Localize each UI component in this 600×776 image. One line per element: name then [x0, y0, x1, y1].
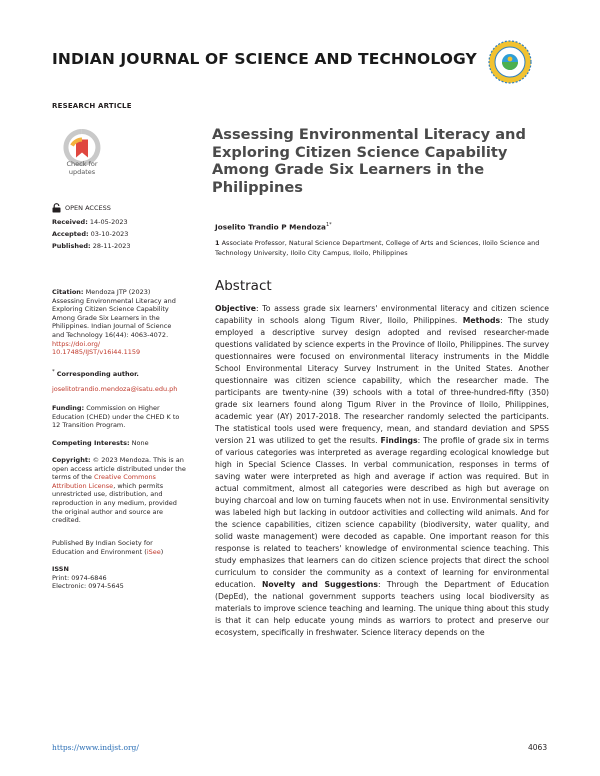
corresponding-mark: * — [52, 369, 55, 375]
page-number: 4063 — [528, 743, 548, 752]
funding-block — [52, 404, 184, 430]
article-title: Assessing Environmental Literacy and Exploring Citizen Science Capability Among Grade Six Learners in the Philippines — [212, 126, 526, 196]
author-name — [215, 222, 332, 231]
competing-text: None — [131, 439, 149, 447]
competing-key: Competing Interests: — [52, 439, 130, 447]
check-line-2: updates — [68, 168, 96, 176]
open-access-label: OPEN ACCESS — [65, 203, 111, 212]
issn-electronic: Electronic: 0974-5645 — [52, 582, 124, 591]
open-access-row — [52, 203, 200, 213]
corresponding-block — [52, 368, 200, 393]
published-line — [52, 242, 131, 250]
issn-print: Print: 0974-6846 — [52, 573, 107, 582]
citation-text: Mendoza JTP (2023) Assessing Environmental Literacy and Exploring Citizen Science Capability Among Grade Six Learners in the Philippines. Indian Journal of Science and Technology 16(44): 4063-4072. — [52, 288, 176, 339]
article-type: RESEARCH ARTICLE — [52, 102, 132, 110]
novelty-text: : Through the Department of Education (DepEd), the national government supports teachers using local biodiversity as materials to improve science teaching and learning. The unique thing about this study is that it can help educate young minds as warriors to protect and preserve our ecosystem, specifically in freshwater. Science literacy depends on the — [215, 579, 549, 637]
license-link[interactable]: Creative Commons Attribution License — [52, 473, 156, 490]
abstract-heading: Abstract — [215, 278, 272, 294]
publisher-text: Published By Indian Society for Education and Environment ( — [52, 539, 153, 556]
open-lock-icon — [52, 203, 61, 213]
author-text: Joselito Trandio P Mendoza — [215, 222, 326, 232]
citation-doi-link[interactable]: https://doi.org/ 10.17485/IJST/v16i44.1159 — [52, 339, 141, 357]
findings-key: Findings — [380, 435, 418, 445]
journal-title: INDIAN JOURNAL OF SCIENCE AND TECHNOLOGY — [52, 50, 477, 68]
findings-text: : The profile of grade six in terms of various categories was interpreted as average regarding ecological knowledge but high in Special Science Classes. In verbal communication, responses in terms of saving water were interpreted as high and average if action was required. But in actual commitment, almost all categories were described as high but average on buying charcoal and low on turning faucets when not in use. Environmental sensitivity was labeled high but lacking in outdoor activities and collecting wild animals. And for the science capabilities, citizen science capability (biodiversity, water quality, and solid waste management) were decoded as capable. One important reason for this response is related to teachers' knowledge of environmental science teaching. This study emphasizes that learners can do citizen science projects that direct the school curriculum to consider the community as a context of learning for environmental education. — [215, 435, 549, 589]
check-for-updates-label[interactable] — [54, 160, 110, 176]
funding-key: Funding: — [52, 404, 85, 412]
competing-block — [52, 439, 200, 448]
publisher-close: ) — [160, 547, 164, 556]
methods-text: : The study employed a descriptive survey design adopted and revised researcher-made questions validated by science experts in the Province of Iloilo, Philippines. The survey questionnaires were focused on environmental literacy instruments in the Middle School Environmental Literacy Survey Instrument in the United States. Another questionnaire was citizen science capability, which the researcher made. The participants are twenty-nine (39) schools with a total of three-hundred-fifty (350) grade six learners found along Tigum River in the Province of Iloilo, Philippines, academic year (AY) 2017-2018. The researcher randomly selected the participants. The statistical tools used were frequency, mean, and standard deviation and SPSS version 21 was utilized to get the results. — [215, 315, 549, 445]
author-sup: 1* — [325, 222, 332, 228]
issn-block — [52, 565, 200, 591]
objective-key: Objective — [215, 304, 256, 313]
published-date: 28-11-2023 — [92, 242, 131, 250]
citation-key: Citation: — [52, 288, 84, 296]
footer-url-link[interactable]: https://www.indjst.org/ — [52, 743, 139, 752]
received-date: 14-05-2023 — [89, 218, 128, 226]
isee-link[interactable]: iSee — [146, 547, 161, 556]
corresponding-email-link[interactable]: joselitotrandio.mendoza@isatu.edu.ph — [52, 384, 178, 393]
citation-block — [52, 288, 184, 357]
affiliation-number: 1 — [215, 239, 220, 247]
affiliation-text: Associate Professor, Natural Science Department, College of Arts and Sciences, Iloilo Science and Technology University, Iloilo City Campus, Iloilo, Philippines — [215, 239, 540, 257]
published-key: Published: — [52, 242, 91, 250]
received-key: Received: — [52, 218, 88, 226]
accepted-line — [52, 230, 128, 238]
corresponding-key: Corresponding author. — [56, 370, 139, 379]
check-line-1: Check for — [66, 160, 98, 168]
journal-seal-icon — [488, 40, 532, 84]
methods-key: Methods — [462, 315, 501, 325]
accepted-date: 03-10-2023 — [90, 230, 129, 238]
copyright-key: Copyright: — [52, 456, 91, 464]
objective-text: : To assess grade six learners' environmental literacy and citizen science capability in schools along Tigum River, Iloilo, Philippines. — [215, 304, 549, 325]
funding-text: Commission on Higher Education (CHED) under the CHED K to 12 Transition Program. — [52, 404, 180, 430]
copyright-block — [52, 456, 188, 525]
accepted-key: Accepted: — [52, 230, 89, 238]
issn-key: ISSN — [52, 565, 69, 573]
affiliation — [215, 238, 545, 258]
publisher-block — [52, 539, 182, 556]
received-line — [52, 218, 128, 226]
copyright-pre: © 2023 Mendoza. This is an open access article distributed under the terms of the — [52, 456, 186, 482]
novelty-key: Novelty and Suggestions — [261, 579, 378, 589]
copyright-post: , which permits unrestricted use, distribution, and reproduction in any medium, provided the original author and source are credited. — [52, 481, 177, 525]
abstract-body — [215, 303, 549, 639]
